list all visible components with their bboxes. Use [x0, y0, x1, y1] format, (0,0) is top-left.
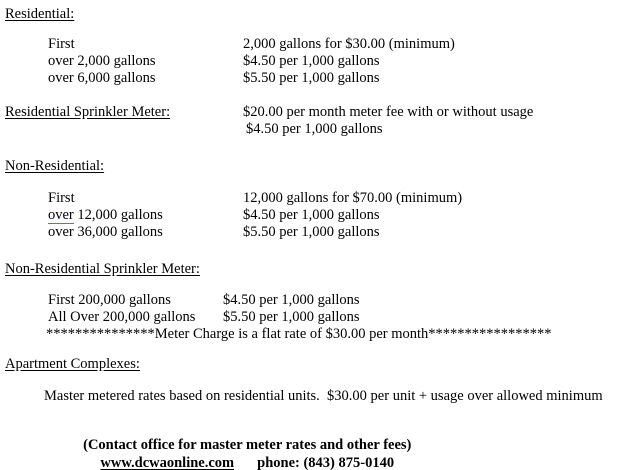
row-label	[48, 207, 163, 224]
row-value: $5.50 per 1,000 gallons	[243, 224, 380, 240]
row-value: $4.50 per 1,000 gallons	[223, 292, 360, 308]
section-non-residential-sprinkler	[0, 261, 633, 278]
section-residential-sprinkler	[0, 104, 633, 121]
row-value: 2,000 gallons for $30.00 (minimum)	[243, 36, 455, 52]
section-heading-residential: Residential:	[5, 6, 75, 22]
row-label: over 6,000 gallons	[48, 70, 156, 86]
row-label: First	[48, 36, 75, 52]
row-value: $4.50 per 1,000 gallons	[243, 53, 380, 69]
row-value: $4.50 per 1,000 gallons	[246, 121, 383, 137]
row-value: $4.50 per 1,000 gallons	[243, 207, 380, 223]
rate-row	[0, 224, 633, 241]
rate-row	[0, 36, 633, 53]
section-heading-apartment-complexes: Apartment Complexes:	[5, 356, 140, 372]
phone-number: phone: (843) 875-0140	[257, 455, 395, 470]
row-label: All Over 200,000 gallons	[48, 309, 196, 325]
section-apartment-complexes	[0, 356, 633, 373]
section-residential	[0, 6, 633, 23]
row-value: $5.50 per 1,000 gallons	[243, 70, 380, 86]
row-label: over 36,000 gallons	[48, 224, 163, 240]
apartment-note: Master metered rates based on residential units. $30.00 per unit + usage over allowed minimum	[44, 388, 603, 404]
footer-website-phone-line	[0, 438, 480, 470]
rate-row	[0, 207, 633, 224]
row-label: over 2,000 gallons	[48, 53, 156, 69]
rate-row	[0, 70, 633, 87]
row-value: $20.00 per month meter fee with or without usage	[243, 104, 534, 120]
website-link: www.dcwaonline.com	[100, 455, 235, 470]
row-label-rest: 12,000 gallons	[73, 207, 163, 223]
meter-charge-note: ***************Meter Charge is a flat rate of $30.00 per month*****************	[46, 326, 552, 342]
section-heading-non-residential-sprinkler: Non-Residential Sprinkler Meter:	[5, 261, 200, 277]
rate-row	[0, 326, 633, 343]
rate-row	[0, 190, 633, 207]
row-label: First 200,000 gallons	[48, 292, 171, 308]
row-label: First	[48, 190, 75, 206]
footer-contact-line	[0, 420, 480, 453]
rate-row	[0, 121, 633, 138]
section-non-residential	[0, 158, 633, 175]
rate-row	[0, 53, 633, 70]
section-heading-residential-sprinkler: Residential Sprinkler Meter:	[5, 104, 171, 120]
underlined-word-over: over	[48, 207, 74, 223]
row-value: 12,000 gallons for $70.00 (minimum)	[243, 190, 463, 206]
section-heading-non-residential: Non-Residential:	[5, 158, 105, 174]
contact-note: (Contact office for master meter rates and other fees)	[83, 437, 412, 453]
rate-row	[0, 309, 633, 326]
rate-row	[0, 388, 633, 405]
rate-row	[0, 292, 633, 309]
row-value: $5.50 per 1,000 gallons	[223, 309, 360, 325]
